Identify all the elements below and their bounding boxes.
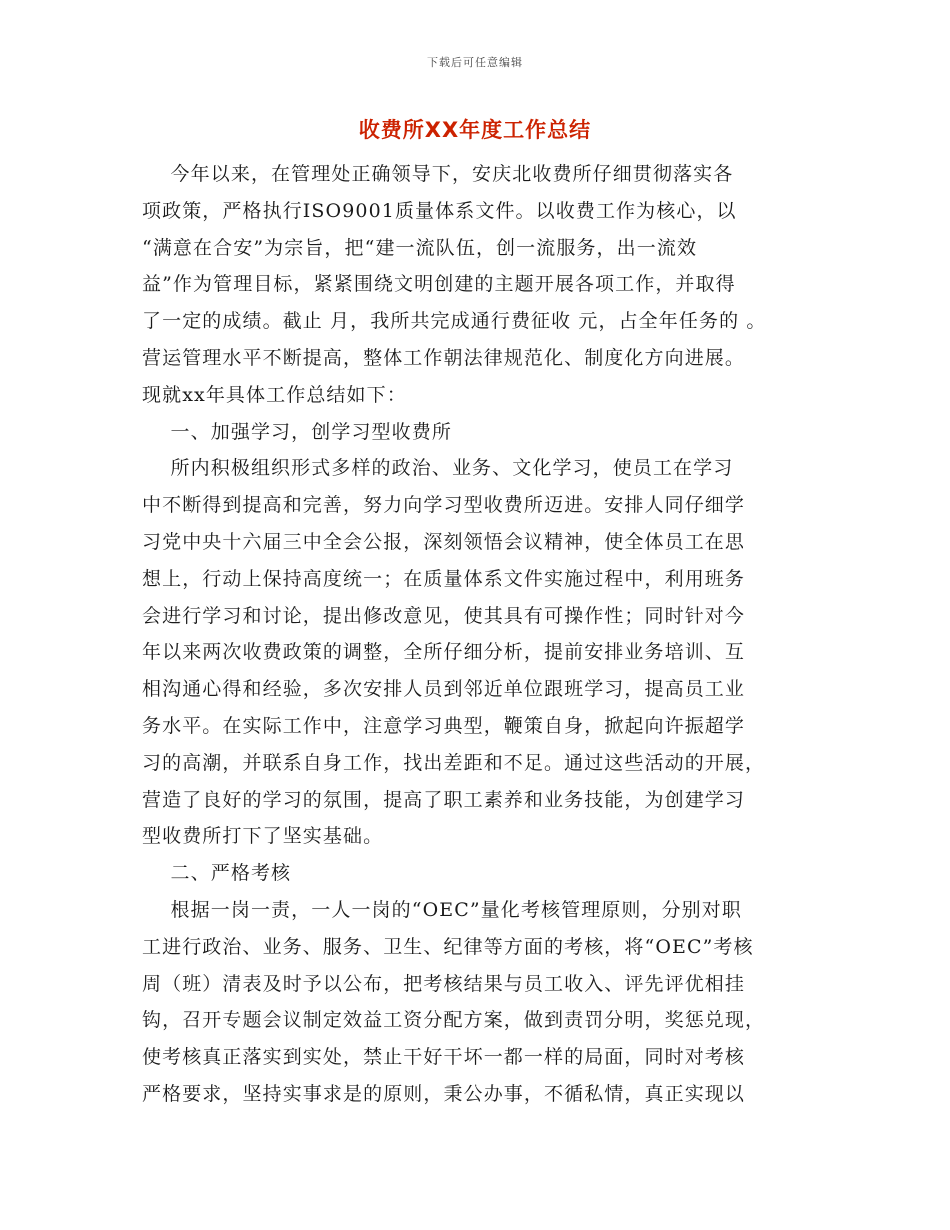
body-line: 今年以来，在管理处正确领导下，安庆北收费所仔细贯彻落实各 xyxy=(142,163,734,185)
body-line: 了一定的成绩。截止 月，我所共完成通行费征收 元，占全年任务的 。 xyxy=(142,310,767,333)
section-heading-1: 一、加强学习，创学习型收费所 xyxy=(142,420,452,443)
body-line: 务水平。在实际工作中，注意学习典型，鞭策自身，掀起向许振超学 xyxy=(142,714,746,737)
page-header: 下载后可任意编辑 xyxy=(427,56,523,69)
document-body xyxy=(142,156,812,1113)
body-line: 工进行政治、业务、服务、卫生、纪律等方面的考核，将“OEC”考核 xyxy=(142,935,754,958)
body-line: 项政策，严格执行ISO9001质量体系文件。以收费工作为核心，以 xyxy=(142,199,737,222)
body-line: 年以来两次收费政策的调整，全所仔细分析，提前安排业务培训、互 xyxy=(142,641,746,664)
body-line: 现就xx年具体工作总结如下： xyxy=(142,383,407,406)
body-line: 习的高潮，并联系自身工作，找出差距和不足。通过这些活动的开展， xyxy=(142,751,766,774)
body-line: 益”作为管理目标，紧紧围绕文明创建的主题开展各项工作，并取得 xyxy=(142,273,736,296)
body-line: 周（班）清表及时予以公布，把考核结果与员工收入、评先评优相挂 xyxy=(142,972,746,995)
body-line: 相沟通心得和经验，多次安排人员到邻近单位跟班学习，提高员工业 xyxy=(142,678,746,701)
body-line: 习党中央十六届三中全会公报，深刻领悟会议精神，使全体员工在思 xyxy=(142,530,746,553)
body-line: 钩，召开专题会议制定效益工资分配方案，做到责罚分明，奖惩兑现， xyxy=(142,1009,766,1032)
body-line: 中不断得到提高和完善，努力向学习型收费所迈进。安排人同仔细学 xyxy=(142,494,746,517)
body-line: 使考核真正落实到实处，禁止干好干坏一都一样的局面，同时对考核 xyxy=(142,1046,746,1069)
body-line: 所内积极组织形式多样的政治、业务、文化学习，使员工在学习 xyxy=(142,457,734,480)
body-line: “满意在合安”为宗旨，把“建一流队伍，创一流服务，出一流效 xyxy=(142,236,698,259)
body-line: 根据一岗一责，一人一岗的“OEC”量化考核管理原则，分别对职 xyxy=(142,898,742,921)
body-line: 型收费所打下了坚实基础。 xyxy=(142,825,384,848)
document-title: 收费所XX年度工作总结 xyxy=(358,118,592,142)
body-line: 严格要求，坚持实事求是的原则，秉公办事，不循私情，真正实现以 xyxy=(142,1082,746,1105)
body-line: 想上，行动上保持高度统一；在质量体系文件实施过程中，利用班务 xyxy=(142,567,746,590)
body-line: 营造了良好的学习的氛围，提高了职工素养和业务技能，为创建学习 xyxy=(142,788,746,811)
section-heading-2: 二、严格考核 xyxy=(142,862,292,885)
body-line: 营运管理水平不断提高，整体工作朝法律规范化、制度化方向进展。 xyxy=(142,346,746,369)
body-line: 会进行学习和讨论，提出修改意见，使其具有可操作性；同时针对今 xyxy=(142,604,746,627)
